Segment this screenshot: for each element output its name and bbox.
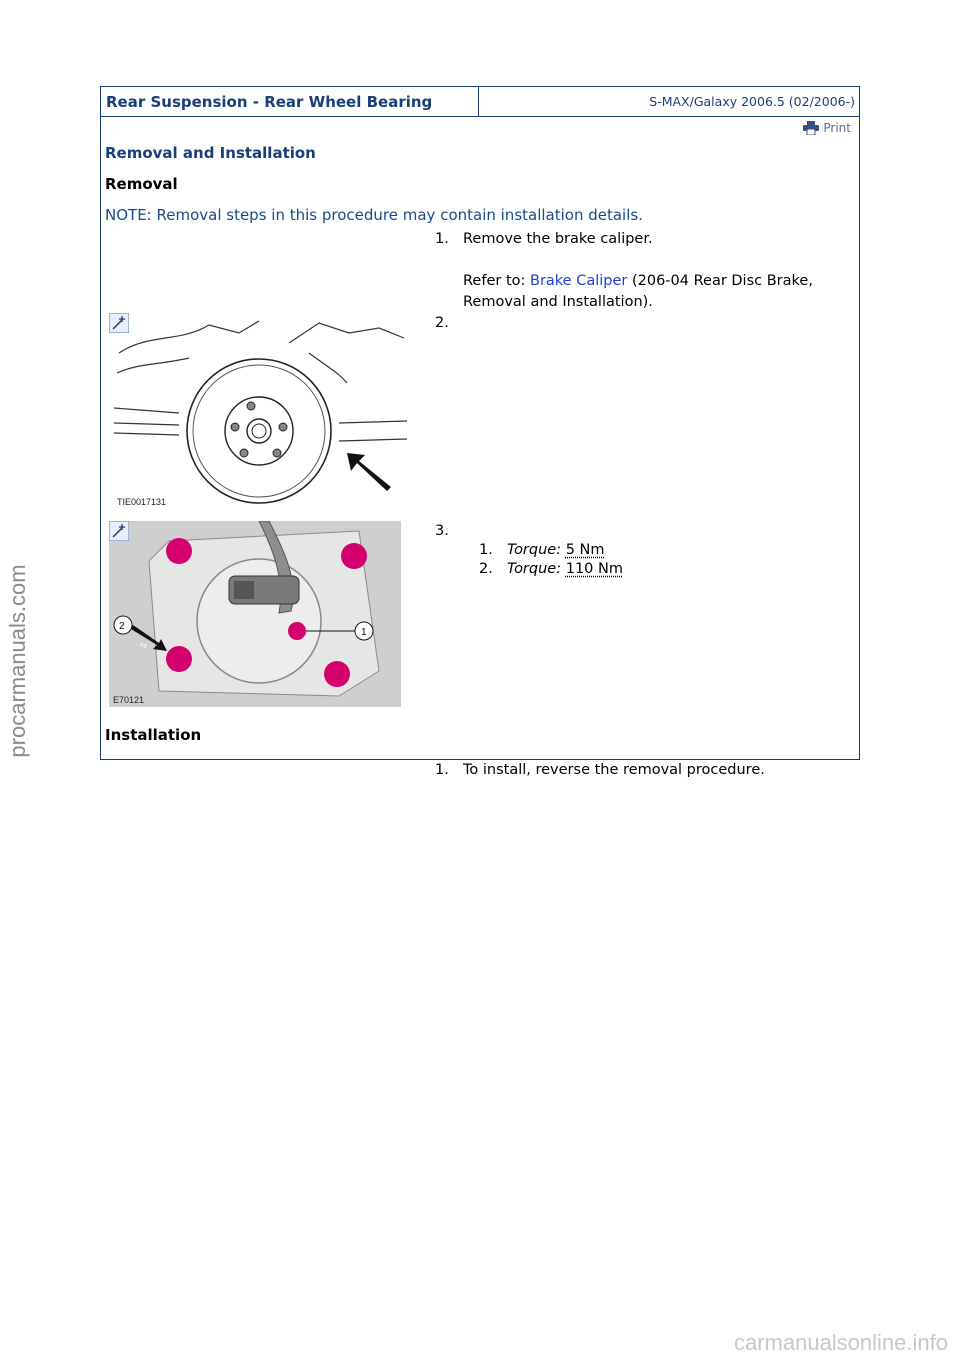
header-bar [101,87,859,117]
torque-value: 110 Nm [565,561,623,577]
printer-icon [803,121,819,135]
print-button[interactable] [803,121,851,135]
figure-bearing-bolts[interactable] [109,521,401,707]
sub-number: 1. [479,542,493,558]
removal-step-2 [435,313,463,334]
procedure-frame [100,86,860,778]
callout-x4: x4 [138,640,148,651]
zoom-icon[interactable] [109,521,129,541]
note-text: NOTE: Removal steps in this procedure may contain installation details. [105,206,643,224]
torque-label: Torque: [507,542,562,558]
refer-line [463,271,863,313]
step-number: 1. [435,231,449,247]
torque-spec-1 [479,542,605,558]
torque-value: 5 Nm [565,542,605,558]
installation-heading: Installation [105,726,202,744]
torque-spec-2 [479,561,623,577]
footer-watermark: carmanualsonline.info [733,1330,948,1355]
callout-1: 1 [361,627,367,638]
torque-label: Torque: [507,561,562,577]
refer-suffix: (206-04 Rear Disc Brake, Removal and Installation). [463,273,813,310]
removal-step-1 [435,229,813,310]
figure-brake-disc[interactable] [109,313,409,511]
step-text: To install, reverse the removal procedure. [463,762,765,778]
figure-label: E70121 [113,695,145,705]
print-label: Print [823,121,851,135]
brake-caliper-link[interactable]: Brake Caliper [530,273,628,289]
zoom-icon[interactable] [109,313,129,333]
page-title: Rear Suspension - Rear Wheel Bearing [101,87,479,116]
step-text: Remove the brake caliper. [463,231,653,247]
removal-step-3 [435,521,463,542]
callout-2: 2 [119,621,125,632]
refer-prefix: Refer to: [463,273,530,289]
figure-label: TIE0017131 [117,497,167,507]
model-label: S-MAX/Galaxy 2006.5 (02/2006-) [649,94,855,109]
step-number: 1. [435,762,449,778]
watermark: procarmanuals.com [5,564,30,758]
removal-heading: Removal [105,175,178,193]
step-number: 2. [435,315,449,331]
section-title: Removal and Installation [105,144,316,162]
step-number: 3. [435,523,449,539]
install-step-1 [435,760,765,781]
sub-number: 2. [479,561,493,577]
